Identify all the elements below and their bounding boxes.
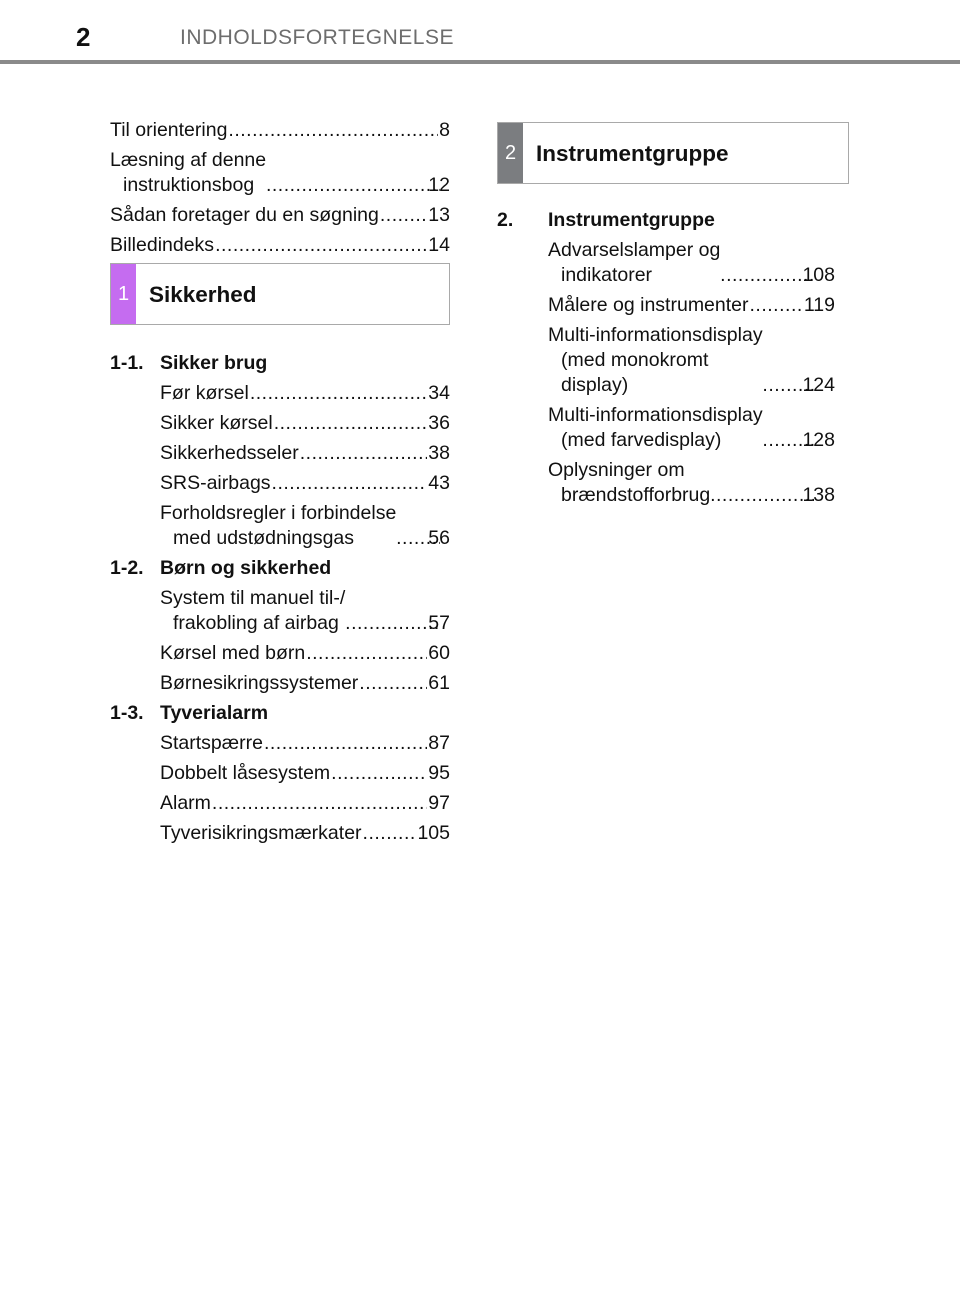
left-column <box>110 118 450 851</box>
chapter-heading-1-2[interactable] <box>110 556 450 581</box>
chapter-number: 1-1. <box>110 352 144 374</box>
toc-entry-page: 138 <box>802 484 835 506</box>
toc-entry[interactable] <box>160 441 450 466</box>
toc-entry-page: 56 <box>428 527 450 549</box>
toc-entry-page: 97 <box>428 792 450 814</box>
dot-leader <box>215 233 427 258</box>
chapter-number: 1-2. <box>110 557 144 579</box>
toc-entry-page: 95 <box>428 762 450 784</box>
toc-entry-label: Tyverisikringsmærkater <box>160 822 362 844</box>
section-number-tab: 2 <box>498 123 523 183</box>
toc-entry-page: 12 <box>428 174 450 196</box>
toc-entry-label: Billedindeks <box>110 234 215 256</box>
section-number-tab: 1 <box>111 264 136 324</box>
dot-leader <box>264 731 427 756</box>
chapter-title: Instrumentgruppe <box>548 209 715 231</box>
dot-leader <box>359 671 427 696</box>
toc-entry-page: 87 <box>428 732 450 754</box>
dot-leader <box>212 791 427 816</box>
toc-entry-page: 60 <box>428 642 450 664</box>
toc-entry-page: 105 <box>417 822 450 844</box>
toc-entry-label: Multi-informationsdisplay (med farvedisplay) <box>548 404 763 451</box>
toc-entry-page: 34 <box>428 382 450 404</box>
toc-entry-label: Advarselslamper og indikatorer <box>548 239 721 286</box>
toc-entry-page: 36 <box>428 412 450 434</box>
dot-leader <box>363 821 417 846</box>
toc-entry-page: 124 <box>802 374 835 396</box>
toc-entry-label: Til orientering <box>110 119 228 141</box>
toc-entry-page: 38 <box>428 442 450 464</box>
toc-entry[interactable] <box>548 458 835 508</box>
toc-entry-label: Sikkerhedsseler <box>160 442 299 464</box>
toc-entry-page: 57 <box>428 612 450 634</box>
dot-leader <box>346 611 440 636</box>
toc-entry-laesning[interactable] <box>110 148 450 198</box>
chapter-title: Børn og sikkerhed <box>160 557 332 579</box>
toc-entry[interactable] <box>160 761 450 786</box>
dot-leader <box>267 173 440 198</box>
toc-entry[interactable] <box>160 381 450 406</box>
header-title: INDHOLDSFORTEGNELSE <box>180 26 454 49</box>
toc-entry-page: 61 <box>428 672 450 694</box>
toc-entry-label: Forholdsregler i forbindelse med udstødningsgas <box>160 502 397 549</box>
toc-entry-label: Dobbelt låsesystem <box>160 762 331 784</box>
page-header <box>0 0 960 64</box>
chapter-title: Sikker brug <box>160 352 268 374</box>
right-column <box>497 122 849 513</box>
toc-entry-page: 43 <box>428 472 450 494</box>
toc-entry[interactable] <box>548 293 835 318</box>
toc-entry-label: Kørsel med børn <box>160 642 306 664</box>
toc-entry[interactable] <box>548 323 835 398</box>
chapter-title: Tyverialarm <box>160 702 269 724</box>
chapter-heading-1-3[interactable] <box>110 701 450 726</box>
toc-entry-page: 8 <box>439 119 450 141</box>
toc-entry-label: Børnesikringssystemer <box>160 672 359 694</box>
dot-leader <box>380 203 427 228</box>
toc-entry[interactable] <box>160 821 450 846</box>
dot-leader <box>711 483 814 508</box>
toc-entry-page: 119 <box>803 294 835 316</box>
toc-entry-page: 108 <box>802 264 835 286</box>
toc-entry-label: Alarm <box>160 792 211 814</box>
chapter-heading-1-1[interactable] <box>110 351 450 376</box>
section-title: Sikkerhed <box>149 281 257 307</box>
chapter-items-1-1 <box>110 381 450 551</box>
dot-leader <box>721 263 814 288</box>
chapter-heading-2[interactable] <box>497 208 849 233</box>
toc-entry[interactable] <box>160 671 450 696</box>
toc-entry-label: Multi-informationsdisplay (med monokromt display) <box>548 324 763 396</box>
toc-entry-label: Startspærre <box>160 732 263 754</box>
toc-entry[interactable] <box>160 411 450 436</box>
chapter-items-2 <box>497 238 835 508</box>
toc-entry-label: Oplysninger om brændstofforbrug <box>548 459 711 506</box>
toc-entry[interactable] <box>548 238 835 288</box>
toc-entry-label: Sikker kørsel <box>160 412 273 434</box>
toc-entry-page: 14 <box>428 234 450 256</box>
toc-entry-label: System til manuel til-/ frakobling af airbag <box>160 587 346 634</box>
dot-leader <box>272 471 428 496</box>
chapter-items-1-3 <box>110 731 450 846</box>
toc-entry-page: 128 <box>802 429 835 451</box>
section-header-instrumentgruppe[interactable] <box>497 122 849 184</box>
toc-entry-label: Målere og instrumenter <box>548 294 749 316</box>
toc-entry-soegning[interactable] <box>110 203 450 228</box>
toc-entry[interactable] <box>160 641 450 666</box>
dot-leader <box>300 441 428 466</box>
section-header-sikkerhed[interactable] <box>110 263 450 325</box>
dot-leader <box>250 381 427 406</box>
section-title: Instrumentgruppe <box>536 140 729 166</box>
toc-entry-orientering[interactable] <box>110 118 450 143</box>
page-number: 2 <box>76 22 91 52</box>
toc-entry-label: Læsning af denne instruktionsbog <box>110 149 267 196</box>
toc-entry-label: Sådan foretager du en søgning <box>110 204 379 226</box>
toc-entry[interactable] <box>160 731 450 756</box>
toc-entry-billedindeks[interactable] <box>110 233 450 258</box>
toc-entry[interactable] <box>548 403 835 453</box>
toc-entry[interactable] <box>160 471 450 496</box>
chapter-items-1-2 <box>110 586 450 696</box>
toc-entry-label: SRS-airbags <box>160 472 271 494</box>
toc-entry-page: 13 <box>428 204 450 226</box>
header-divider <box>0 60 960 64</box>
toc-entry[interactable] <box>160 791 450 816</box>
dot-leader <box>228 118 438 143</box>
dot-leader <box>274 411 428 436</box>
toc-entry-label: Før kørsel <box>160 382 249 404</box>
dot-leader <box>306 641 427 666</box>
dot-leader <box>331 761 427 786</box>
toc-entry[interactable] <box>160 586 450 636</box>
chapter-number: 1-3. <box>110 702 144 724</box>
chapter-number: 2. <box>497 209 514 231</box>
dot-leader <box>750 293 803 318</box>
toc-entry[interactable] <box>160 501 450 551</box>
